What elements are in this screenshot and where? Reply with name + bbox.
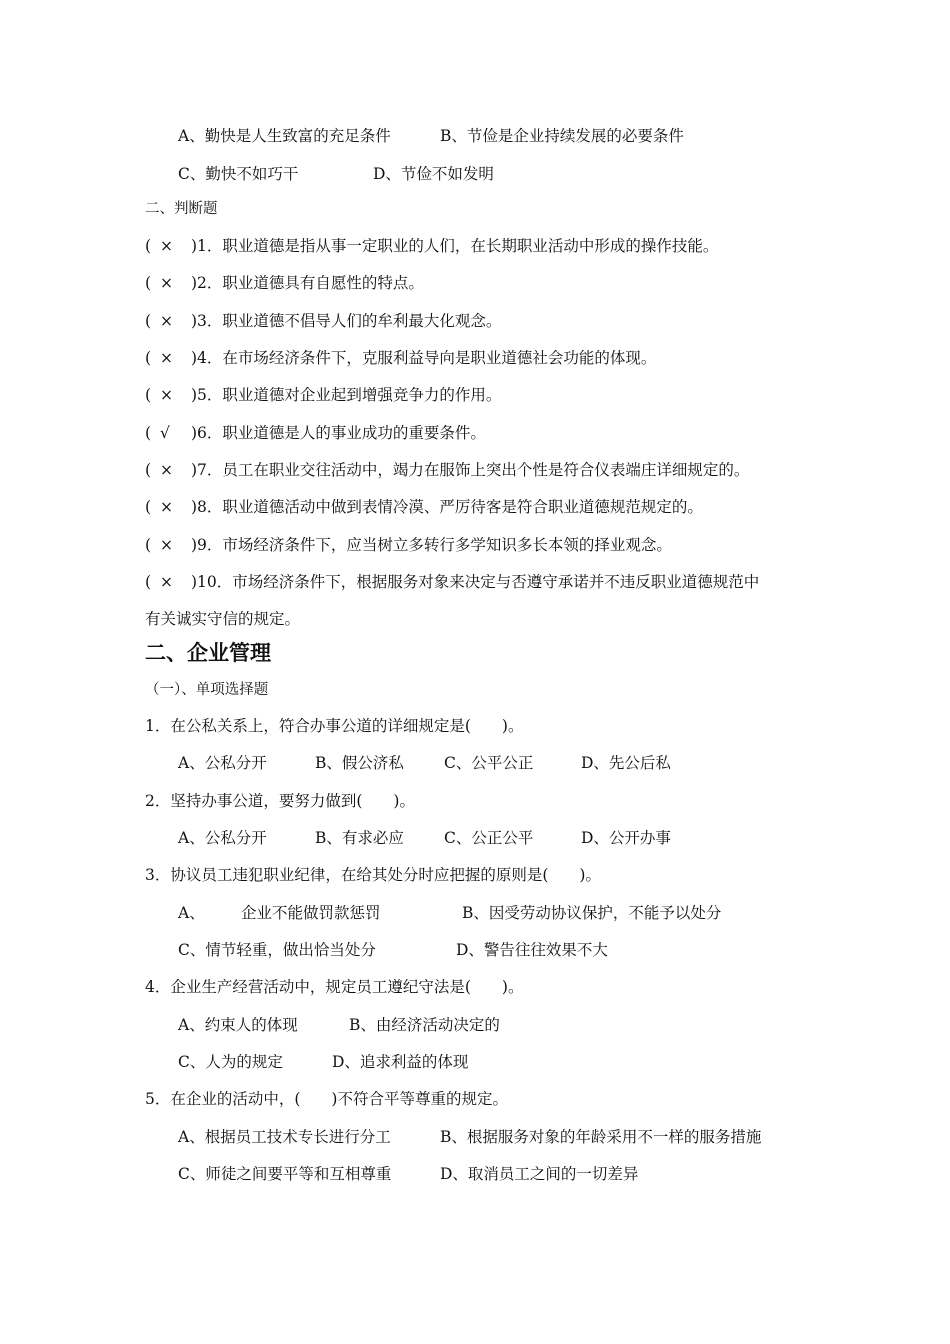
tf-item: ( × )8．职业道德活动中做到表情冷漠、严厉待客是符合职业道德规范规定的。 — [145, 498, 703, 516]
option-d: D、取消员工之间的一切差异 — [440, 1165, 639, 1183]
option-a: A、勤快是人生致富的充足条件 — [178, 127, 391, 145]
question: 2．坚持办事公道，要努力做到( )。 — [145, 792, 415, 810]
option-c: C、师徒之间要平等和互相尊重 — [178, 1165, 392, 1183]
question: 4．企业生产经营活动中，规定员工遵纪守法是( )。 — [145, 978, 524, 996]
question: 5．在企业的活动中，( )不符合平等尊重的规定。 — [145, 1090, 508, 1108]
option-b: B、因受劳动协议保护，不能予以处分 — [462, 904, 722, 922]
option-row — [178, 164, 850, 184]
tf-item: ( × )7．员工在职业交往活动中，竭力在服饰上突出个性是符合仪表端庄详细规定的。 — [145, 461, 750, 479]
option-d: D、先公后私 — [581, 754, 671, 772]
question: 1．在公私关系上，符合办事公道的详细规定是( )。 — [145, 717, 524, 735]
tf-mark: √ — [160, 424, 170, 442]
tf-mark: × — [160, 237, 173, 255]
option-row — [178, 1127, 850, 1147]
option-a: A、约束人的体现 — [178, 1016, 298, 1034]
tf-statement: )10．市场经济条件下，根据服务对象来决定与否遵守承诺并不违反职业道德规范中 — [191, 573, 760, 591]
option-b: B、有求必应 — [315, 829, 404, 847]
option-row — [178, 828, 850, 848]
option-d: D、追求利益的体现 — [332, 1053, 469, 1071]
option-a: A、公私分开 — [178, 754, 267, 772]
tf-item: ( × )9．市场经济条件下，应当树立多转行多学知识多长本领的择业观念。 — [145, 536, 672, 554]
tf-statement-continuation: 有关诚实守信的规定。 — [145, 610, 301, 628]
tf-statement: )5．职业道德对企业起到增强竞争力的作用。 — [191, 386, 502, 404]
option-a: A、根据员工技术专长进行分工 — [178, 1128, 391, 1146]
option-b: B、假公济私 — [315, 754, 404, 772]
option-row — [178, 126, 850, 146]
tf-item: ( × )5．职业道德对企业起到增强竞争力的作用。 — [145, 386, 502, 404]
section-subheading: （一）、单项选择题 — [145, 682, 269, 698]
tf-mark: × — [160, 312, 173, 330]
tf-item: ( √ )6．职业道德是人的事业成功的重要条件。 — [145, 424, 486, 442]
option-row — [178, 903, 850, 923]
tf-mark: × — [160, 498, 173, 516]
option-row — [178, 1015, 850, 1035]
option-row — [178, 1164, 850, 1184]
tf-mark: × — [160, 536, 173, 554]
option-d: D、公开办事 — [581, 829, 671, 847]
tf-statement: )7．员工在职业交往活动中，竭力在服饰上突出个性是符合仪表端庄详细规定的。 — [191, 461, 750, 479]
question: 3．协议员工违犯职业纪律，在给其处分时应把握的原则是( )。 — [145, 866, 601, 884]
tf-mark: × — [160, 349, 173, 367]
tf-statement: )6．职业道德是人的事业成功的重要条件。 — [191, 424, 486, 442]
option-a-text: 企业不能做罚款惩罚 — [241, 904, 381, 922]
tf-mark: × — [160, 274, 173, 292]
option-b: B、根据服务对象的年龄采用不一样的服务措施 — [440, 1128, 762, 1146]
tf-item: ( × )1．职业道德是指从事一定职业的人们，在长期职业活动中形成的操作技能。 — [145, 237, 719, 255]
option-a: A、 — [178, 904, 205, 922]
tf-mark: × — [160, 573, 173, 591]
option-c: C、公正公平 — [444, 829, 534, 847]
option-row — [178, 940, 850, 960]
section-title: 二、判断题 — [145, 201, 218, 217]
tf-item: ( × )10．市场经济条件下，根据服务对象来决定与否遵守承诺并不违反职业道德规范中 — [145, 573, 760, 591]
tf-statement: )1．职业道德是指从事一定职业的人们，在长期职业活动中形成的操作技能。 — [191, 237, 719, 255]
tf-mark: × — [160, 386, 173, 404]
tf-item: ( × )3．职业道德不倡导人们的牟利最大化观念。 — [145, 312, 502, 330]
option-row — [178, 753, 850, 773]
section-heading: 二、企业管理 — [145, 641, 271, 665]
option-d: D、警告往往效果不大 — [456, 941, 608, 959]
tf-statement: )3．职业道德不倡导人们的牟利最大化观念。 — [191, 312, 502, 330]
option-d: D、节俭不如发明 — [373, 165, 494, 183]
option-b: B、节俭是企业持续发展的必要条件 — [440, 127, 684, 145]
option-c: C、公平公正 — [444, 754, 534, 772]
tf-item: ( × )4．在市场经济条件下，克服利益导向是职业道德社会功能的体现。 — [145, 349, 657, 367]
tf-item: ( × )2．职业道德具有自愿性的特点。 — [145, 274, 424, 292]
tf-statement: )8．职业道德活动中做到表情冷漠、严厉待客是符合职业道德规范规定的。 — [191, 498, 703, 516]
option-c: C、勤快不如巧干 — [178, 165, 299, 183]
tf-statement: )9．市场经济条件下，应当树立多转行多学知识多长本领的择业观念。 — [191, 536, 672, 554]
option-a: A、公私分开 — [178, 829, 267, 847]
option-c: C、情节轻重，做出恰当处分 — [178, 941, 376, 959]
tf-statement: )2．职业道德具有自愿性的特点。 — [191, 274, 424, 292]
tf-statement: )4．在市场经济条件下，克服利益导向是职业道德社会功能的体现。 — [191, 349, 657, 367]
tf-mark: × — [160, 461, 173, 479]
option-c: C、人为的规定 — [178, 1053, 283, 1071]
option-b: B、由经济活动决定的 — [349, 1016, 500, 1034]
option-row — [178, 1052, 850, 1072]
